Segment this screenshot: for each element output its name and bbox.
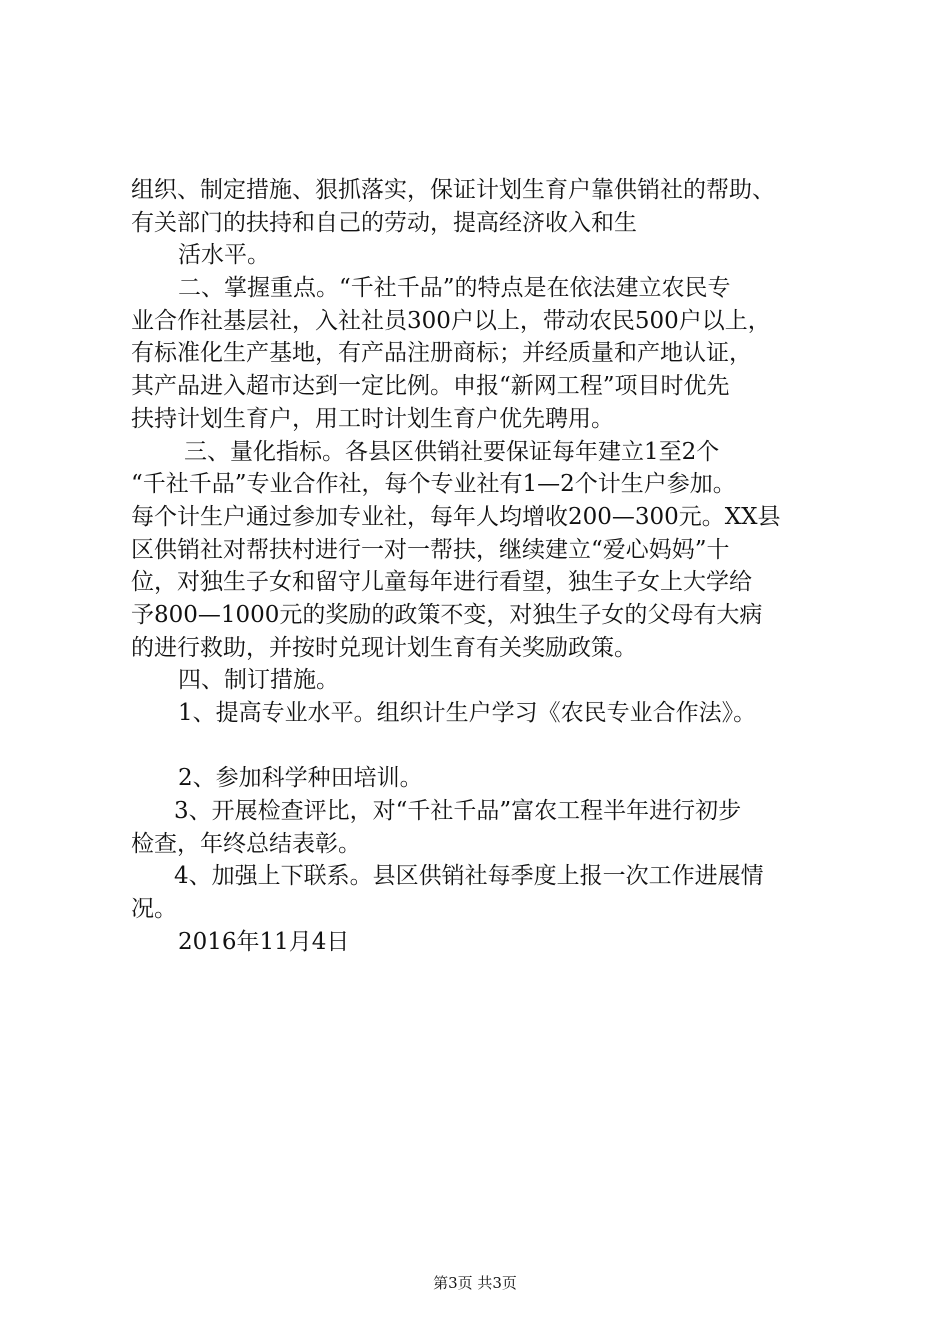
text-line: 区供销社对帮扶村进行一对一帮扶，继续建立“爱心妈妈”十: [131, 536, 730, 563]
document-date: 2016年11月4日: [178, 928, 350, 955]
text-line: 的进行救助，并按时兑现计划生育有关奖励政策。: [131, 634, 637, 661]
text-line: 扶持计划生育户，用工时计划生育户优先聘用。: [131, 405, 614, 432]
text-line: 况。: [131, 896, 177, 923]
measure-item-2: 2、参加科学种田培训。: [178, 765, 423, 792]
text-line: “千社千品”专业合作社，每个专业社有1—2个计生户参加。: [131, 471, 736, 498]
section-heading-2: 二、掌握重点。“千社千品”的特点是在依法建立农民专: [178, 275, 731, 302]
measure-item-4: 4、加强上下联系。县区供销社每季度上报一次工作进展情: [174, 863, 764, 890]
text-line: 业合作社基层社，入社社员300户以上，带动农民500户以上，: [131, 307, 771, 334]
section-heading-4: 四、制订措施。: [178, 667, 339, 694]
text-line: 予800—1000元的奖励的政策不变，对独生子女的父母有大病: [131, 601, 763, 628]
text-line: 有关部门的扶持和自己的劳动，提高经济收入和生: [131, 209, 637, 236]
text-line: 每个计生户通过参加专业社，每年人均增收200—300元。XX县: [131, 503, 781, 530]
blank-line: [131, 730, 831, 763]
measure-item-1: 1、提高专业水平。组织计生户学习《农民专业合作法》。: [178, 700, 757, 726]
text-line: 有标准化生产基地，有产品注册商标；并经质量和产地认证，: [131, 340, 752, 367]
text-line: 检查，年终总结表彰。: [131, 830, 361, 857]
text-line: 位，对独生子女和留守儿童每年进行看望，独生子女上大学给: [131, 569, 752, 596]
page-number-footer: 第3页 共3页: [433, 1274, 517, 1292]
text-line: 其产品进入超市达到一定比例。申报“新网工程”项目时优先: [131, 373, 730, 400]
document-body: [131, 174, 831, 959]
text-line: 活水平。: [178, 242, 270, 269]
section-heading-3: 三、量化指标。各县区供销社要保证每年建立1至2个: [184, 438, 720, 465]
text-line: 组织、制定措施、狠抓落实，保证计划生育户靠供销社的帮助、: [131, 177, 775, 203]
measure-item-3: 3、开展检查评比，对“千社千品”富农工程半年进行初步: [174, 798, 742, 825]
